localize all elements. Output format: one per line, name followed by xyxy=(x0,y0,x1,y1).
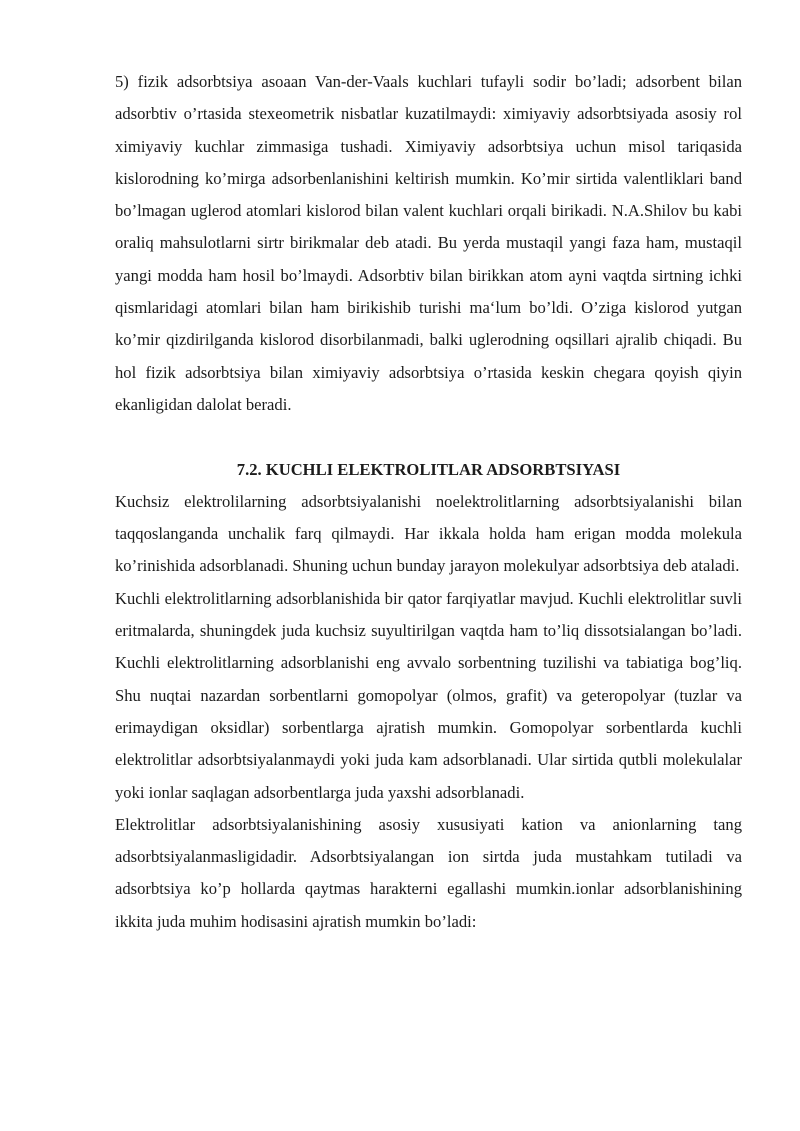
paragraph-spacer xyxy=(115,421,742,453)
paragraph-physical-chemical-adsorption: 5) fizik adsorbtsiya asoaan Van-der-Vaals kuchlari tufayli sodir bo’ladi; adsorbent bilan adsorbtiv o’rtasida stexeometrik nisbatlar kuzatilmaydi: ximiyaviy adsorbtsiyada asosiy rol ximiyaviy kuchlar zimmasiga tushadi. Ximiyaviy adsorbtsiya uchun misol tariqasida kislorodning ko’mirga adsorbenlanishini keltirish mumkin. Ko’mir sirtida valentliklari band bo’lmagan uglerod atomlari kislorod bilan valent kuchlari orqali birikadi. N.A.Shilov bu kabi oraliq mahsulotlarni sirtr birikmalar deb atadi. Bu yerda mustaqil yangi faza ham, mustaqil yangi modda ham hosil bo’lmaydi. Adsorbtiv bilan birikkan atom ayni vaqtda sirtning ichki qismlaridagi atomlari bilan ham birikishib turishi ma‘lum bo’ldi. O’ziga kislorod yutgan ko’mir qizdirilganda kislorod disorbilanmadi, balki uglerodning oqsillari ajralib chiqadi. Bu hol fizik adsorbtsiya bilan ximiyaviy adsorbtsiya o’rtasida keskin chegara qoyish qiyin ekanligidan dalolat beradi. xyxy=(115,72,742,414)
section-heading: 7.2. KUCHLI ELEKTROLITLAR ADSORBTSIYASI xyxy=(236,459,621,479)
paragraph-strong-electrolytes: Kuchli elektrolitlarning adsorblanishida bir qator farqiyatlar mavjud. Kuchli elektrolitlar suvli eritmalarda, shuningdek juda kuchsiz suyultirilgan vaqtda ham to’liq dissotsialangan bo’ladi. Kuchli elektrolitlarning adsorblanishi eng avvalo sorbentning tuzilishi va tabiatiga bog’liq. Shu nuqtai nazardan sorbentlarni gomopolyar (olmos, grafit) va geteropolyar (tuzlar va erimaydigan oksidlar) sorbentlarga ajratish mumkin. Gomopolyar sorbentlarda kuchli elektrolitlar adsorbtsiyalanmaydi yoki juda kam adsorblanadi. Ular sirtida qutbli molekulalar yoki ionlar saqlagan adsorbentlarga juda yaxshi adsorblanadi. xyxy=(115,588,742,802)
document-page xyxy=(115,66,742,938)
paragraph-weak-electrolytes: Kuchsiz elektrolilarning adsorbtsiyalanishi noelektrolitlarning adsorbtsiyalanishi bilan taqqoslanganda unchalik farq qilmaydi. Har ikkala holda ham erigan modda molekula ko’rinishida adsorblanadi. Shuning uchun bunday jarayon molekulyar adsorbtsiya deb ataladi. xyxy=(115,491,742,576)
paragraph-ion-adsorption: Elektrolitlar adsorbtsiyalanishining asosiy xususiyati kation va anionlarning tang adsorbtsiyalanmasligidadir. Adsorbtsiyalangan ion sirtda juda mustahkam tutiladi va adsorbtsiya ko’p hollarda qaytmas harakterni egallashi mumkin.ionlar adsorblanishining ikkita juda muhim hodisasini ajratish mumkin bo’ladi: xyxy=(115,814,742,931)
